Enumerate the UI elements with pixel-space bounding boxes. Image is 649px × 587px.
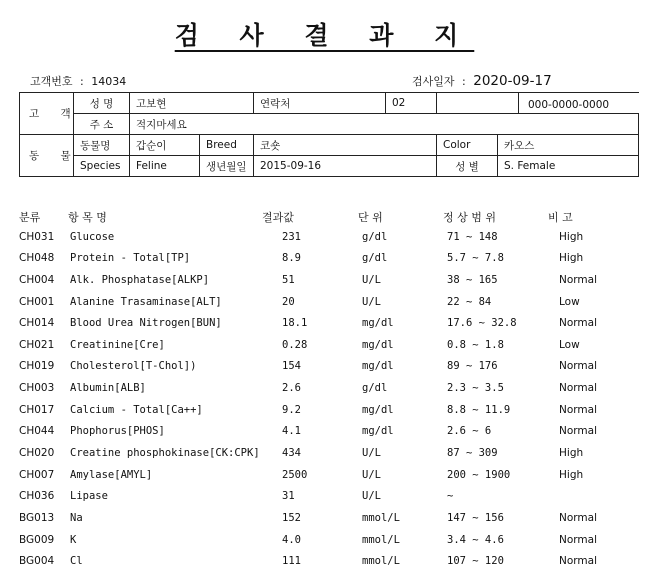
result-unit: mg/dl: [362, 425, 394, 438]
result-code: CH031: [19, 230, 55, 243]
exam-date-separator: :: [462, 75, 466, 88]
result-unit: g/dl: [362, 252, 388, 265]
result-note: Normal: [559, 533, 597, 546]
result-name: Protein - Total[TP]: [70, 252, 191, 265]
result-name: Glucose: [70, 230, 115, 243]
result-range: ~: [447, 490, 454, 503]
table-row: [0, 552, 649, 574]
result-code: CH001: [19, 295, 55, 308]
result-code: CH014: [19, 317, 55, 330]
result-note: High: [559, 447, 584, 460]
result-unit: g/dl: [362, 230, 388, 243]
result-unit: U/L: [362, 490, 381, 503]
result-value: 4.0: [282, 533, 301, 546]
result-name: Alanine Trasaminase[ALT]: [70, 295, 222, 308]
result-unit: g/dl: [362, 382, 388, 395]
table-row: [0, 531, 649, 553]
header-unit: 단 위: [358, 211, 383, 224]
result-value: 0.28: [282, 338, 308, 351]
result-note: Normal: [559, 382, 597, 395]
result-value: 2.6: [282, 382, 301, 395]
table-row: [0, 487, 649, 509]
header-range: 정 상 범 위: [443, 211, 496, 224]
result-unit: U/L: [362, 468, 381, 481]
result-range: 38 ~ 165: [447, 273, 498, 286]
result-name: Lipase: [70, 490, 108, 503]
table-row: [0, 228, 649, 250]
result-range: 22 ~ 84: [447, 295, 492, 308]
result-value: 154: [282, 360, 301, 373]
result-value: 152: [282, 511, 301, 524]
result-range: 5.7 ~ 7.8: [447, 252, 504, 265]
result-code: CH007: [19, 468, 55, 481]
result-code: BG009: [19, 533, 55, 546]
customer-number: [30, 73, 126, 89]
owner-name-label: 성 명: [74, 93, 130, 114]
table-row: [0, 422, 649, 444]
species-value: Feline: [130, 156, 200, 177]
result-name: Calcium - Total[Ca++]: [70, 403, 203, 416]
table-row: [0, 401, 649, 423]
result-value: 111: [282, 555, 301, 568]
exam-date: [412, 73, 552, 89]
result-value: 20: [282, 295, 295, 308]
result-value: 434: [282, 447, 301, 460]
result-value: 4.1: [282, 425, 301, 438]
owner-address: 적지마세요: [130, 114, 639, 135]
result-note: High: [559, 468, 584, 481]
result-unit: mg/dl: [362, 317, 394, 330]
result-code: BG004: [19, 555, 55, 568]
table-row: [0, 249, 649, 271]
result-unit: mg/dl: [362, 338, 394, 351]
owner-contact-number: 000-0000-0000: [528, 99, 610, 111]
result-range: 200 ~ 1900: [447, 468, 511, 481]
color-value: 카오스: [498, 135, 639, 156]
table-row: [0, 314, 649, 336]
owner-contact-label: 연락처: [254, 93, 386, 114]
table-row: [0, 509, 649, 531]
result-range: 87 ~ 309: [447, 447, 498, 460]
table-row: [0, 379, 649, 401]
result-name: K: [70, 533, 77, 546]
result-code: CH004: [19, 273, 55, 286]
exam-date-label: 검사일자: [412, 75, 455, 88]
result-unit: mg/dl: [362, 360, 394, 373]
result-note: Normal: [559, 360, 597, 373]
result-unit: U/L: [362, 273, 381, 286]
customer-number-separator: :: [80, 75, 84, 88]
result-unit: mg/dl: [362, 403, 394, 416]
birth-label: 생년월일: [200, 156, 254, 177]
result-name: Na: [70, 511, 83, 524]
result-code: CH044: [19, 425, 55, 438]
result-name: Creatinine[Cre]: [70, 338, 165, 351]
report-title: 검 사 결 과 지: [174, 21, 475, 50]
result-name: Amylase[AMYL]: [70, 468, 153, 481]
table-row: [0, 336, 649, 358]
result-note: High: [559, 252, 584, 265]
breed-label: Breed: [200, 135, 254, 156]
sex-label: 성 별: [437, 156, 498, 177]
contact-divider: [518, 93, 519, 114]
table-row: [0, 357, 649, 379]
result-name: Cholesterol[T-Chol]): [70, 360, 197, 373]
breed-value: 코숏: [254, 135, 437, 156]
result-range: 3.4 ~ 4.6: [447, 533, 504, 546]
result-name: Creatine phosphokinase[CK:CPK]: [70, 447, 260, 460]
result-note: Normal: [559, 317, 597, 330]
result-unit: mmol/L: [362, 511, 400, 524]
result-unit: mmol/L: [362, 555, 400, 568]
result-range: 89 ~ 176: [447, 360, 498, 373]
result-value: 8.9: [282, 252, 301, 265]
result-note: Low: [559, 338, 580, 351]
result-code: CH048: [19, 252, 55, 265]
result-code: CH020: [19, 447, 55, 460]
owner-section-label: 고 객: [20, 93, 74, 135]
owner-address-label: 주 소: [74, 114, 130, 135]
table-row: [0, 444, 649, 466]
result-range: 8.8 ~ 11.9: [447, 403, 511, 416]
animal-row-1: [20, 135, 639, 156]
color-label: Color: [437, 135, 498, 156]
result-name: Phophorus[PHOS]: [70, 425, 165, 438]
customer-number-label: 고객번호: [30, 75, 73, 88]
result-note: Normal: [559, 273, 597, 286]
animal-section-label: 동 물: [20, 135, 74, 177]
result-unit: mmol/L: [362, 533, 400, 546]
birth-value: 2015-09-16: [254, 156, 437, 177]
header-value: 결과값: [262, 211, 294, 224]
table-row: [0, 293, 649, 315]
owner-name: 고보현: [130, 93, 254, 114]
result-unit: U/L: [362, 447, 381, 460]
result-value: 2500: [282, 468, 308, 481]
result-note: Normal: [559, 403, 597, 416]
result-name: Alk. Phosphatase[ALKP]: [70, 273, 210, 286]
result-range: 2.3 ~ 3.5: [447, 382, 504, 395]
animal-name-label: 동물명: [74, 135, 130, 156]
result-value: 18.1: [282, 317, 308, 330]
result-code: CH003: [19, 382, 55, 395]
table-row: [0, 271, 649, 293]
result-note: Normal: [559, 511, 597, 524]
result-value: 51: [282, 273, 295, 286]
results-header: [0, 206, 649, 228]
result-range: 107 ~ 120: [447, 555, 504, 568]
header-name: 항 목 명: [68, 211, 107, 224]
result-range: 71 ~ 148: [447, 230, 498, 243]
owner-row-2: [20, 114, 639, 135]
result-range: 2.6 ~ 6: [447, 425, 492, 438]
exam-date-value: 2020-09-17: [473, 73, 552, 89]
result-range: 0.8 ~ 1.8: [447, 338, 504, 351]
result-note: Normal: [559, 555, 597, 568]
species-label: Species: [74, 156, 130, 177]
result-range: 17.6 ~ 32.8: [447, 317, 517, 330]
result-value: 31: [282, 490, 295, 503]
header-note: 비 고: [548, 211, 573, 224]
sex-value: S. Female: [498, 156, 639, 177]
owner-contact-area: 02: [386, 93, 437, 114]
result-note: Normal: [559, 425, 597, 438]
result-note: Low: [559, 295, 580, 308]
results-table: [0, 206, 649, 574]
result-value: 9.2: [282, 403, 301, 416]
result-note: High: [559, 230, 584, 243]
customer-number-value: 14034: [91, 75, 127, 88]
animal-row-2: [20, 156, 639, 177]
result-name: Cl: [70, 555, 83, 568]
result-name: Albumin[ALB]: [70, 382, 146, 395]
result-name: Blood Urea Nitrogen[BUN]: [70, 317, 222, 330]
result-code: CH021: [19, 338, 55, 351]
results-rows: [0, 228, 649, 574]
table-row: [0, 466, 649, 488]
animal-name: 갑순이: [130, 135, 200, 156]
result-value: 231: [282, 230, 301, 243]
result-code: CH019: [19, 360, 55, 373]
result-code: CH036: [19, 490, 55, 503]
result-unit: U/L: [362, 295, 381, 308]
result-range: 147 ~ 156: [447, 511, 504, 524]
result-code: BG013: [19, 511, 55, 524]
header-code: 분류: [19, 211, 41, 224]
result-code: CH017: [19, 403, 55, 416]
